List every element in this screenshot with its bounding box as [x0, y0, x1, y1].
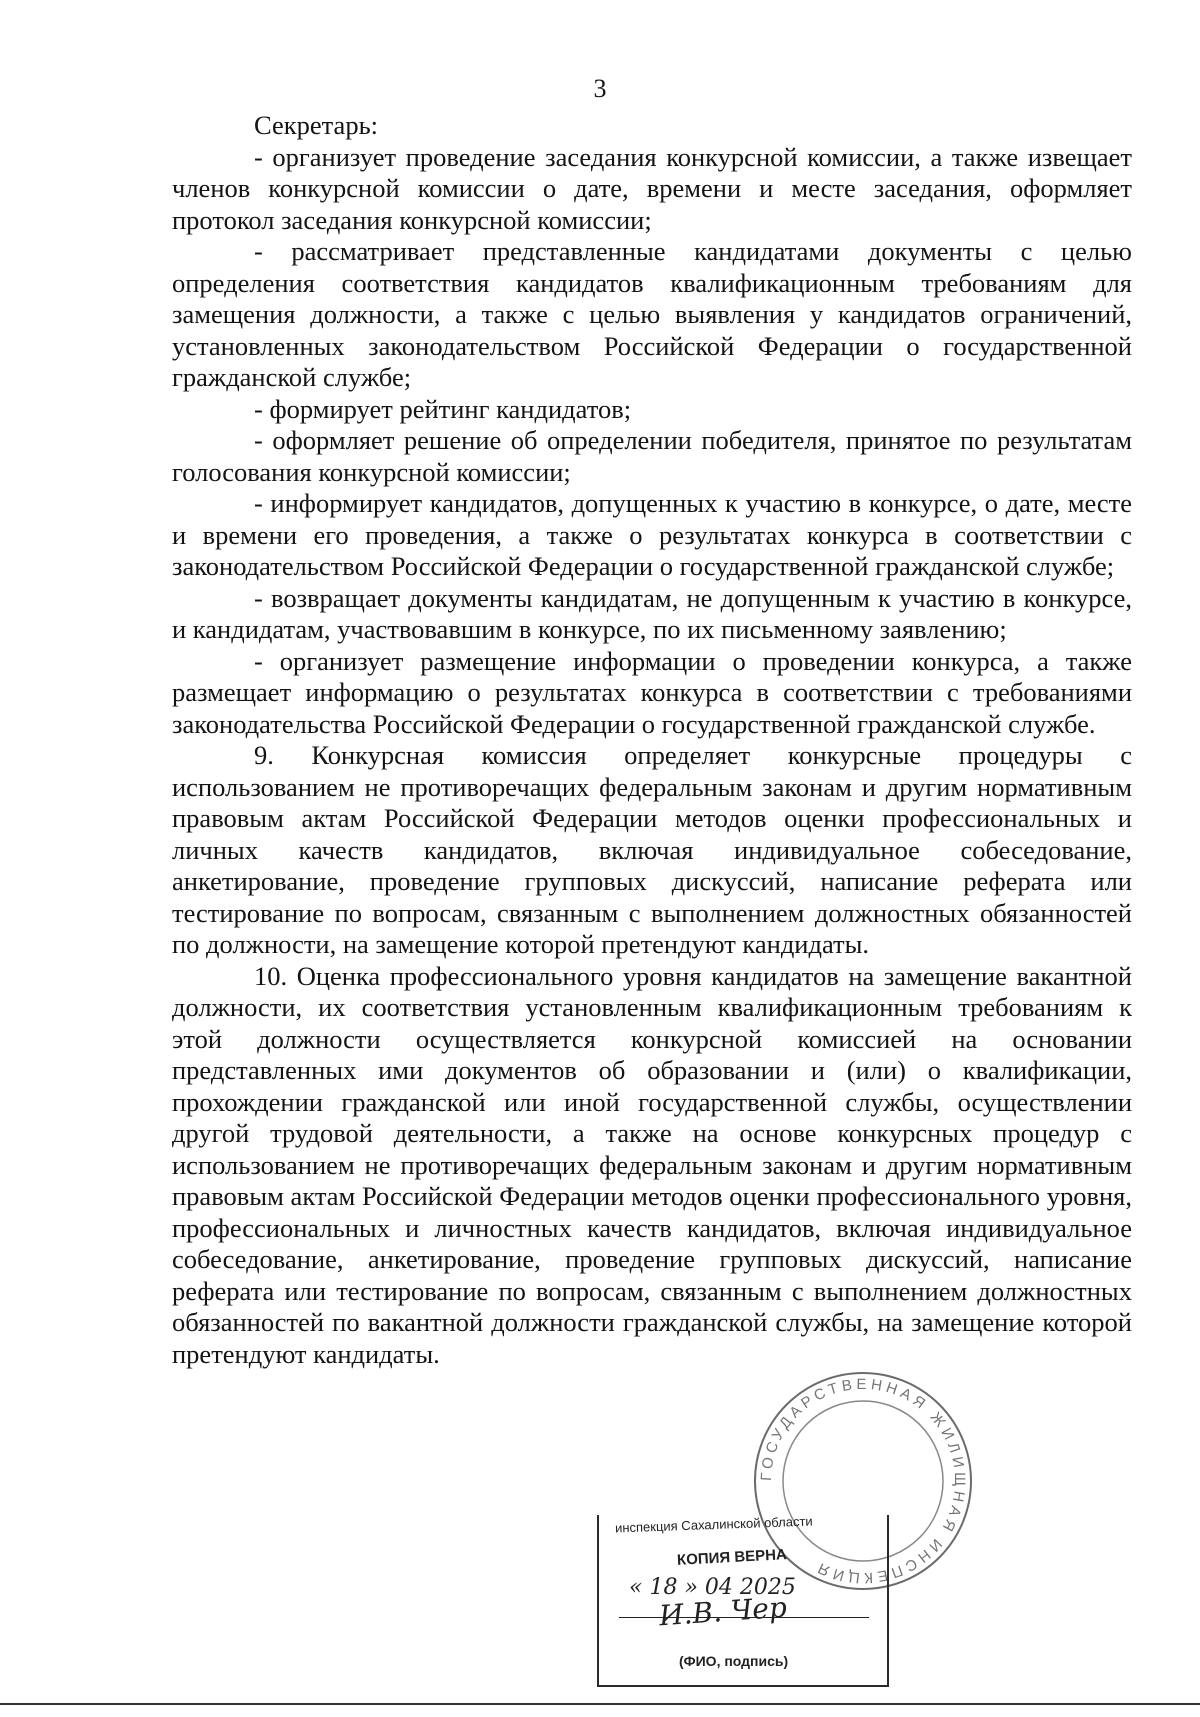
scan-edge-line [0, 1703, 1200, 1705]
paragraph-item-10: 10. Оценка профессионального уровня кандидатов на замещение вакантной должности, их соответствия установленным квалификационным требованиям к этой должности осуществляется конкурсной комиссией на основании представленных ими документов об образовании и (или) о квалификации, прохождении гражданской или иной государственной службы, осуществлении другой трудовой деятельности, а также на основе конкурсных процедур с использованием не противоречащих федеральным законам и другим нормативным правовым актам Российской Федерации методов оценки профессионального уровня, профессиональных и личностных качеств кандидатов, включая индивидуальное собеседование, анкетирование, проведение групповых дискуссий, написание реферата или тестирование по вопросам, связанным с выполнением должностных обязанностей по вакантной должности гражданской службы, на замещение которой претендуют кандидаты. [172, 960, 1132, 1369]
stamp-date: « 18 » 04 2025 [629, 1575, 796, 1600]
paragraph-duty-return-docs: - возвращает документы кандидатам, не допущенным к участию в конкурсе, и кандидатам, участвовавшим в конкурсе, по их письменному заявлению; [172, 582, 1132, 644]
signature-line [619, 1617, 869, 1618]
paragraph-duty-organize: - организует проведение заседания конкурсной комиссии, а также извещает членов конкурсной комиссии о дате, времени и месте заседания, оформляет протокол заседания конкурсной комиссии; [172, 141, 1132, 235]
stamp-organization: инспекция Сахалинской области [614, 1513, 813, 1536]
paragraph-item-9: 9. Конкурсная комиссия определяет конкурсные процедуры с использованием не противоречащих федеральным законам и другим нормативным правовым актам Российской Федерации методов оценки профессиональных и личных качеств кандидатов, включая индивидуальное собеседование, анкетирование, проведение групповых дискуссий, написание реферата или тестирование по вопросам, связанным с выполнением должностных обязанностей по должности, на замещение которой претендуют кандидаты. [172, 740, 1132, 959]
paragraph-duty-rating: - формирует рейтинг кандидатов; [254, 393, 632, 424]
seal-text: ГОСУДАРСТВЕННАЯ ЖИЛИЩНАЯ ИНСПЕКЦИЯ [757, 1375, 969, 1587]
paragraph-secretary-heading: Секретарь: [254, 110, 379, 140]
stamp-caption: (ФИО, подпись) [679, 1653, 789, 1669]
copy-certification-stamp [597, 1515, 889, 1687]
paragraph-duty-review: - рассматривает представленные кандидатами документы с целью определения соответствия кандидатов квалификационным требованиям для замещения должности, а также с целью выявления у кандидатов ограничений, установленных законодательством Российской Федерации о государственной гражданской службе; [172, 236, 1132, 392]
handwritten-signature: И.В. Чер [658, 1590, 788, 1633]
document-body [172, 110, 1132, 1370]
paragraph-duty-publish: - организует размещение информации о проведении конкурса, а также размещает информацию о результатах конкурса в соответствии с требованиями законодательства Российской Федерации о государственной гражданской службе. [172, 645, 1132, 739]
page-number: 3 [593, 74, 607, 103]
paragraph-duty-inform: - информирует кандидатов, допущенных к участию в конкурсе, о дате, месте и времени его проведения, а также о результатах конкурса в соответствии с законодательством Российской Федерации о государственной гражданской службе; [172, 488, 1132, 581]
paragraph-duty-decision: - оформляет решение об определении победителя, принятое по результатам голосования конкурсной комиссии; [172, 425, 1132, 487]
stamp-copy-label: КОПИЯ ВЕРНА [676, 1546, 788, 1569]
